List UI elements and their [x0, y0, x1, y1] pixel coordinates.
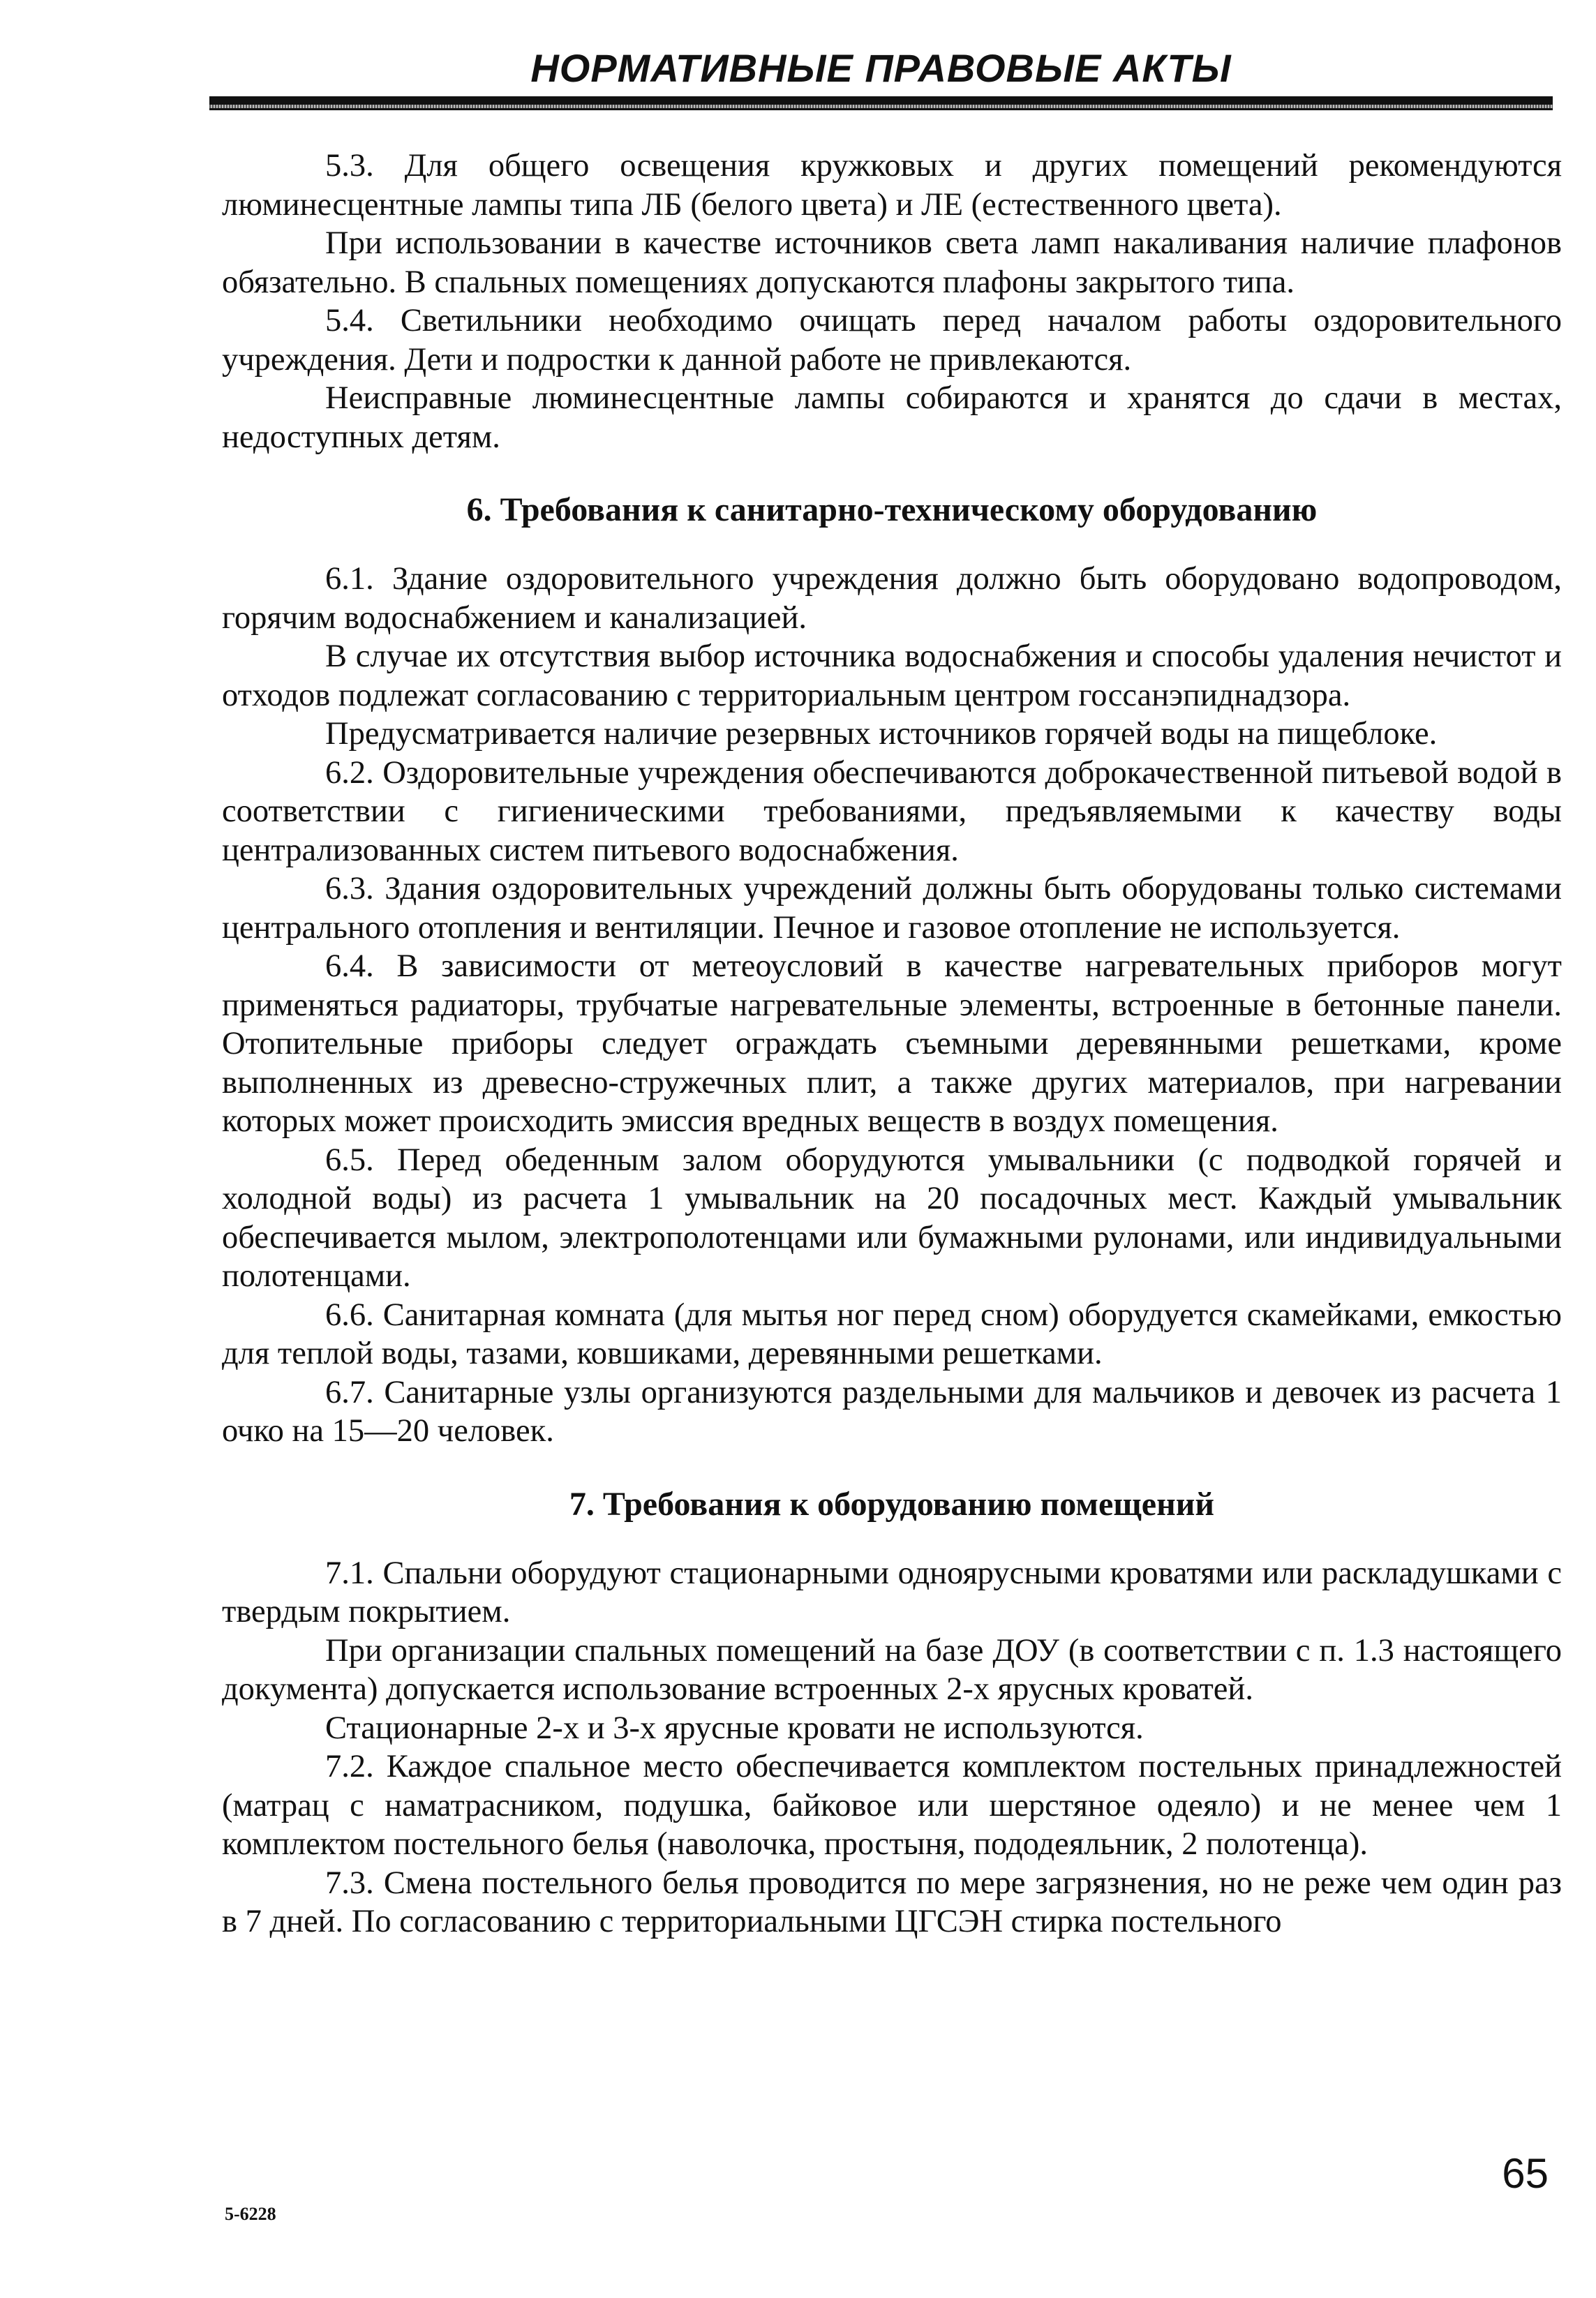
running-header: [209, 43, 1553, 94]
paragraph: 7.1. Спальни оборудуют стационарными одноярусными кроватями или раскладушками с твердым покрытием.: [222, 1555, 1562, 1629]
paragraph: При организации спальных помещений на базе ДОУ (в соответствии с п. 1.3 настоящего документа) допускается использование встроенных 2-х ярусных кроватей.: [222, 1632, 1562, 1707]
paragraph: При использовании в качестве источников света ламп накаливания наличие плафонов обязательно. В спальных помещениях допускаются плафоны закрытого типа.: [222, 225, 1562, 300]
paragraph: Неисправные люминесцентные лампы собираются и хранятся до сдачи в местах, недоступных детям.: [222, 380, 1562, 455]
paragraph: 5.4. Светильники необходимо очищать перед началом работы оздоровительного учреждения. Дети и подростки к данной работе не привлекаются.: [222, 303, 1562, 378]
paragraph: 6.5. Перед обеденным залом оборудуются умывальники (с подводкой горячей и холодной воды) из расчета 1 умывальник на 20 посадочных мест. Каждый умывальник обеспечивается мылом, электрополотенцами или бумажными рулонами, или индивидуальными полотенцами.: [222, 1142, 1562, 1294]
paragraph: 6.7. Санитарные узлы организуются раздельными для мальчиков и девочек из расчета 1 очко на 15—20 человек.: [222, 1374, 1562, 1449]
paragraph: 7.2. Каждое спальное место обеспечивается комплектом постельных принадлежностей (матрац с наматрасником, подушка, байковое или шерстяное одеяло) и не менее чем 1 комплектом постельного белья (наволочка, простыня, пододеяльник, 2 полотенца).: [222, 1749, 1562, 1862]
paragraph: Предусматривается наличие резервных источников горячей воды на пищеблоке.: [325, 716, 1438, 752]
section-heading-7: 7. Требования к оборудованию помещений: [569, 1485, 1215, 1523]
printer-signature: 5-6228: [225, 2204, 276, 2224]
paragraph: Стационарные 2-х и 3-х ярусные кровати не используются.: [325, 1710, 1144, 1746]
body-text: [222, 147, 1562, 1941]
paragraph: 6.4. В зависимости от метеоусловий в качестве нагревательных приборов могут применяться радиаторы, трубчатые нагревательные элементы, встроенные в бетонные панели. Отопительные приборы следует ограждать съемными деревянными решетками, кроме выполненных из древесно-стружечных плит, а также других материалов, при нагревании которых может происходить эмиссия вредных веществ в воздух помещения.: [222, 948, 1562, 1139]
page-number: 65: [1502, 2150, 1549, 2197]
paragraph: 5.3. Для общего освещения кружковых и других помещений рекомендуются люминесцентные лампы типа ЛБ (белого цвета) и ЛЕ (естественного цвета).: [222, 148, 1562, 223]
header-title: НОРМАТИВНЫЕ ПРАВОВЫЕ АКТЫ: [530, 46, 1232, 90]
paragraph: 7.3. Смена постельного белья проводится по мере загрязнения, но не реже чем один раз в 7 дней. По согласованию с территориальными ЦГСЭН стирка постельного: [222, 1865, 1562, 1939]
header-rule-thin: [209, 108, 1553, 110]
paragraph: 6.3. Здания оздоровительных учреждений должны быть оборудованы только системами центрального отопления и вентиляции. Печное и газовое отопление не используется.: [222, 871, 1562, 946]
paragraph: 6.1. Здание оздоровительного учреждения должно быть оборудовано водопроводом, горячим водоснабжением и канализацией.: [222, 561, 1562, 636]
section-heading-6: 6. Требования к санитарно-техническому оборудованию: [466, 491, 1318, 528]
paragraph: 6.2. Оздоровительные учреждения обеспечиваются доброкачественной питьевой водой в соответствии с гигиеническими требованиями, предъявляемыми к качеству воды централизованных систем питьевого водоснабжения.: [222, 754, 1562, 868]
paragraph: 6.6. Санитарная комната (для мытья ног перед сном) оборудуется скамейками, емкостью для теплой воды, тазами, ковшиками, деревянными решетками.: [222, 1297, 1562, 1371]
header-rule-thick: [209, 96, 1553, 105]
paragraph: В случае их отсутствия выбор источника водоснабжения и способы удаления нечистот и отходов подлежат согласованию с территориальным центром госсанэпиднадзора.: [222, 639, 1562, 713]
